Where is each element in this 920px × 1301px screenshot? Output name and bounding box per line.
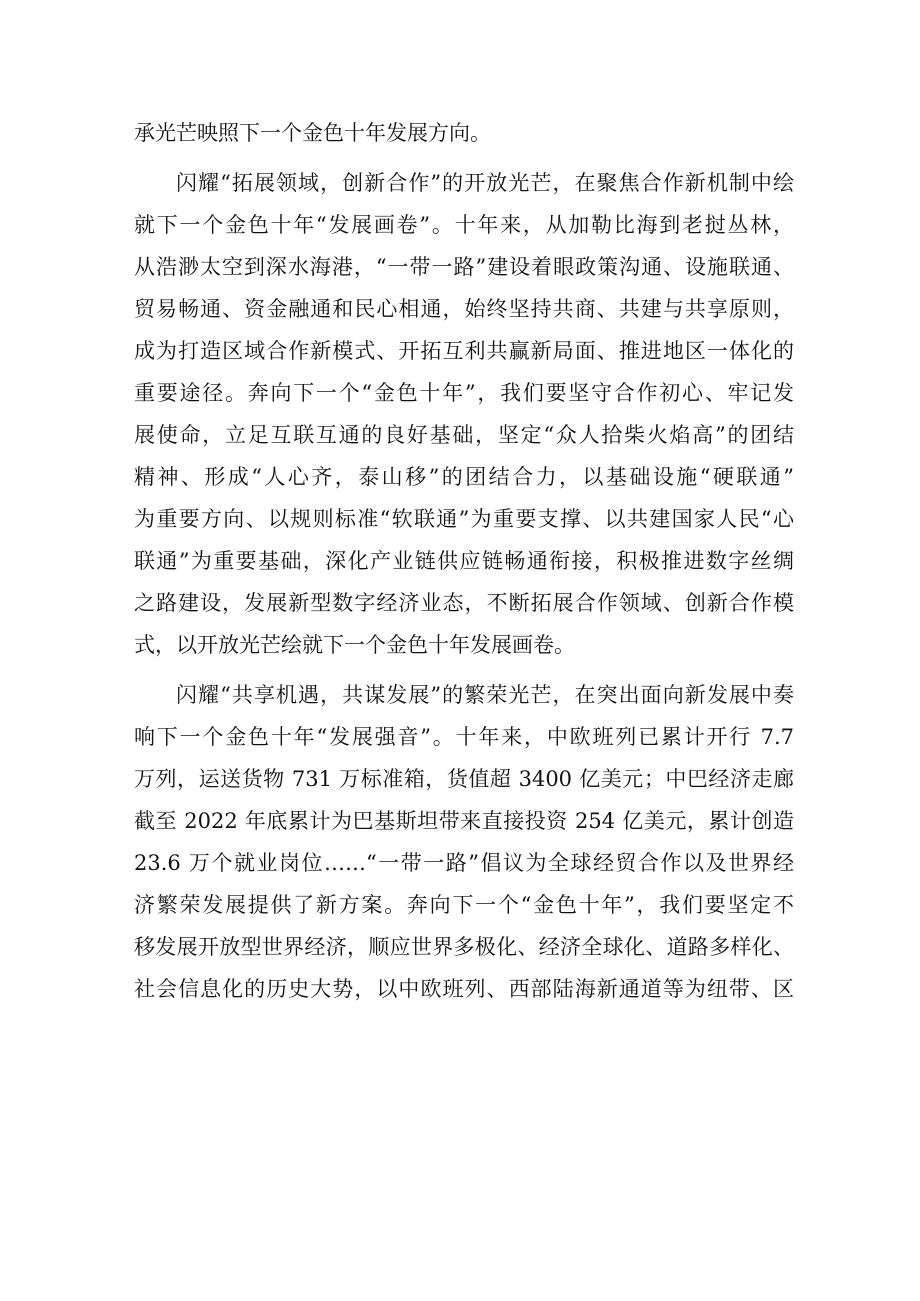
paragraph-2-line-11: 之路建设，发展新型数字经济业态，不断拓展合作领域、创新合作模 (134, 591, 794, 615)
paragraph-1-line-1: 承光芒映照下一个金色十年发展方向。 (134, 121, 491, 145)
paragraph-2-line-2: 就下一个金色十年“发展画卷”。十年来，从加勒比海到老挝丛林， (134, 213, 794, 237)
paragraph-3-line-3: 万列，运送货物 731 万标准箱，货值超 3400 亿美元；中巴经济走廊 (134, 767, 794, 791)
paragraph-3-line-7: 移发展开放型世界经济，顺应世界多极化、经济全球化、道路多样化、 (134, 935, 794, 959)
paragraph-2-line-12: 式，以开放光芒绘就下一个金色十年发展画卷。 (134, 633, 575, 657)
paragraph-gap (134, 666, 794, 674)
paragraph-2-line-6: 重要途径。奔向下一个“金色十年”，我们要坚守合作初心、牢记发 (134, 381, 794, 405)
document-body (134, 112, 794, 1010)
paragraph-3-line-1: 闪耀“共享机遇，共谋发展”的繁荣光芒，在突出面向新发展中奏 (176, 683, 794, 707)
paragraph-2-line-9: 为重要方向、以规则标准“软联通”为重要支撑、以共建国家人民“心 (134, 507, 794, 531)
paragraph-2-line-5: 成为打造区域合作新模式、开拓互利共赢新局面、推进地区一体化的 (134, 339, 794, 363)
paragraph-3-line-2: 响下一个金色十年“发展强音”。十年来，中欧班列已累计开行 7.7 (134, 725, 794, 749)
paragraph-2-line-3: 从浩渺太空到深水海港，“一带一路”建设着眼政策沟通、设施联通、 (134, 255, 794, 279)
paragraph-2-line-7: 展使命，立足互联互通的良好基础，坚定“众人拾柴火焰高”的团结 (134, 423, 794, 447)
paragraph-3-line-6: 济繁荣发展提供了新方案。奔向下一个“金色十年”，我们要坚定不 (134, 893, 794, 917)
paragraph-3-line-4: 截至 2022 年底累计为巴基斯坦带来直接投资 254 亿美元，累计创造 (134, 809, 794, 833)
paragraph-3-line-8: 社会信息化的历史大势，以中欧班列、西部陆海新通道等为纽带、区 (134, 977, 794, 1001)
paragraph-2-line-8: 精神、形成“人心齐，泰山移”的团结合力，以基础设施“硬联通” (134, 465, 794, 489)
paragraph-2-line-10: 联通”为重要基础，深化产业链供应链畅通衔接，积极推进数字丝绸 (134, 549, 794, 573)
paragraph-3-line-5: 23.6 万个就业岗位……“一带一路”倡议为全球经贸合作以及世界经 (134, 851, 794, 875)
paragraph-2-line-1: 闪耀“拓展领域，创新合作”的开放光芒，在聚焦合作新机制中绘 (176, 171, 794, 195)
paragraph-gap (134, 154, 794, 162)
paragraph-2-line-4: 贸易畅通、资金融通和民心相通，始终坚持共商、共建与共享原则， (134, 297, 794, 321)
